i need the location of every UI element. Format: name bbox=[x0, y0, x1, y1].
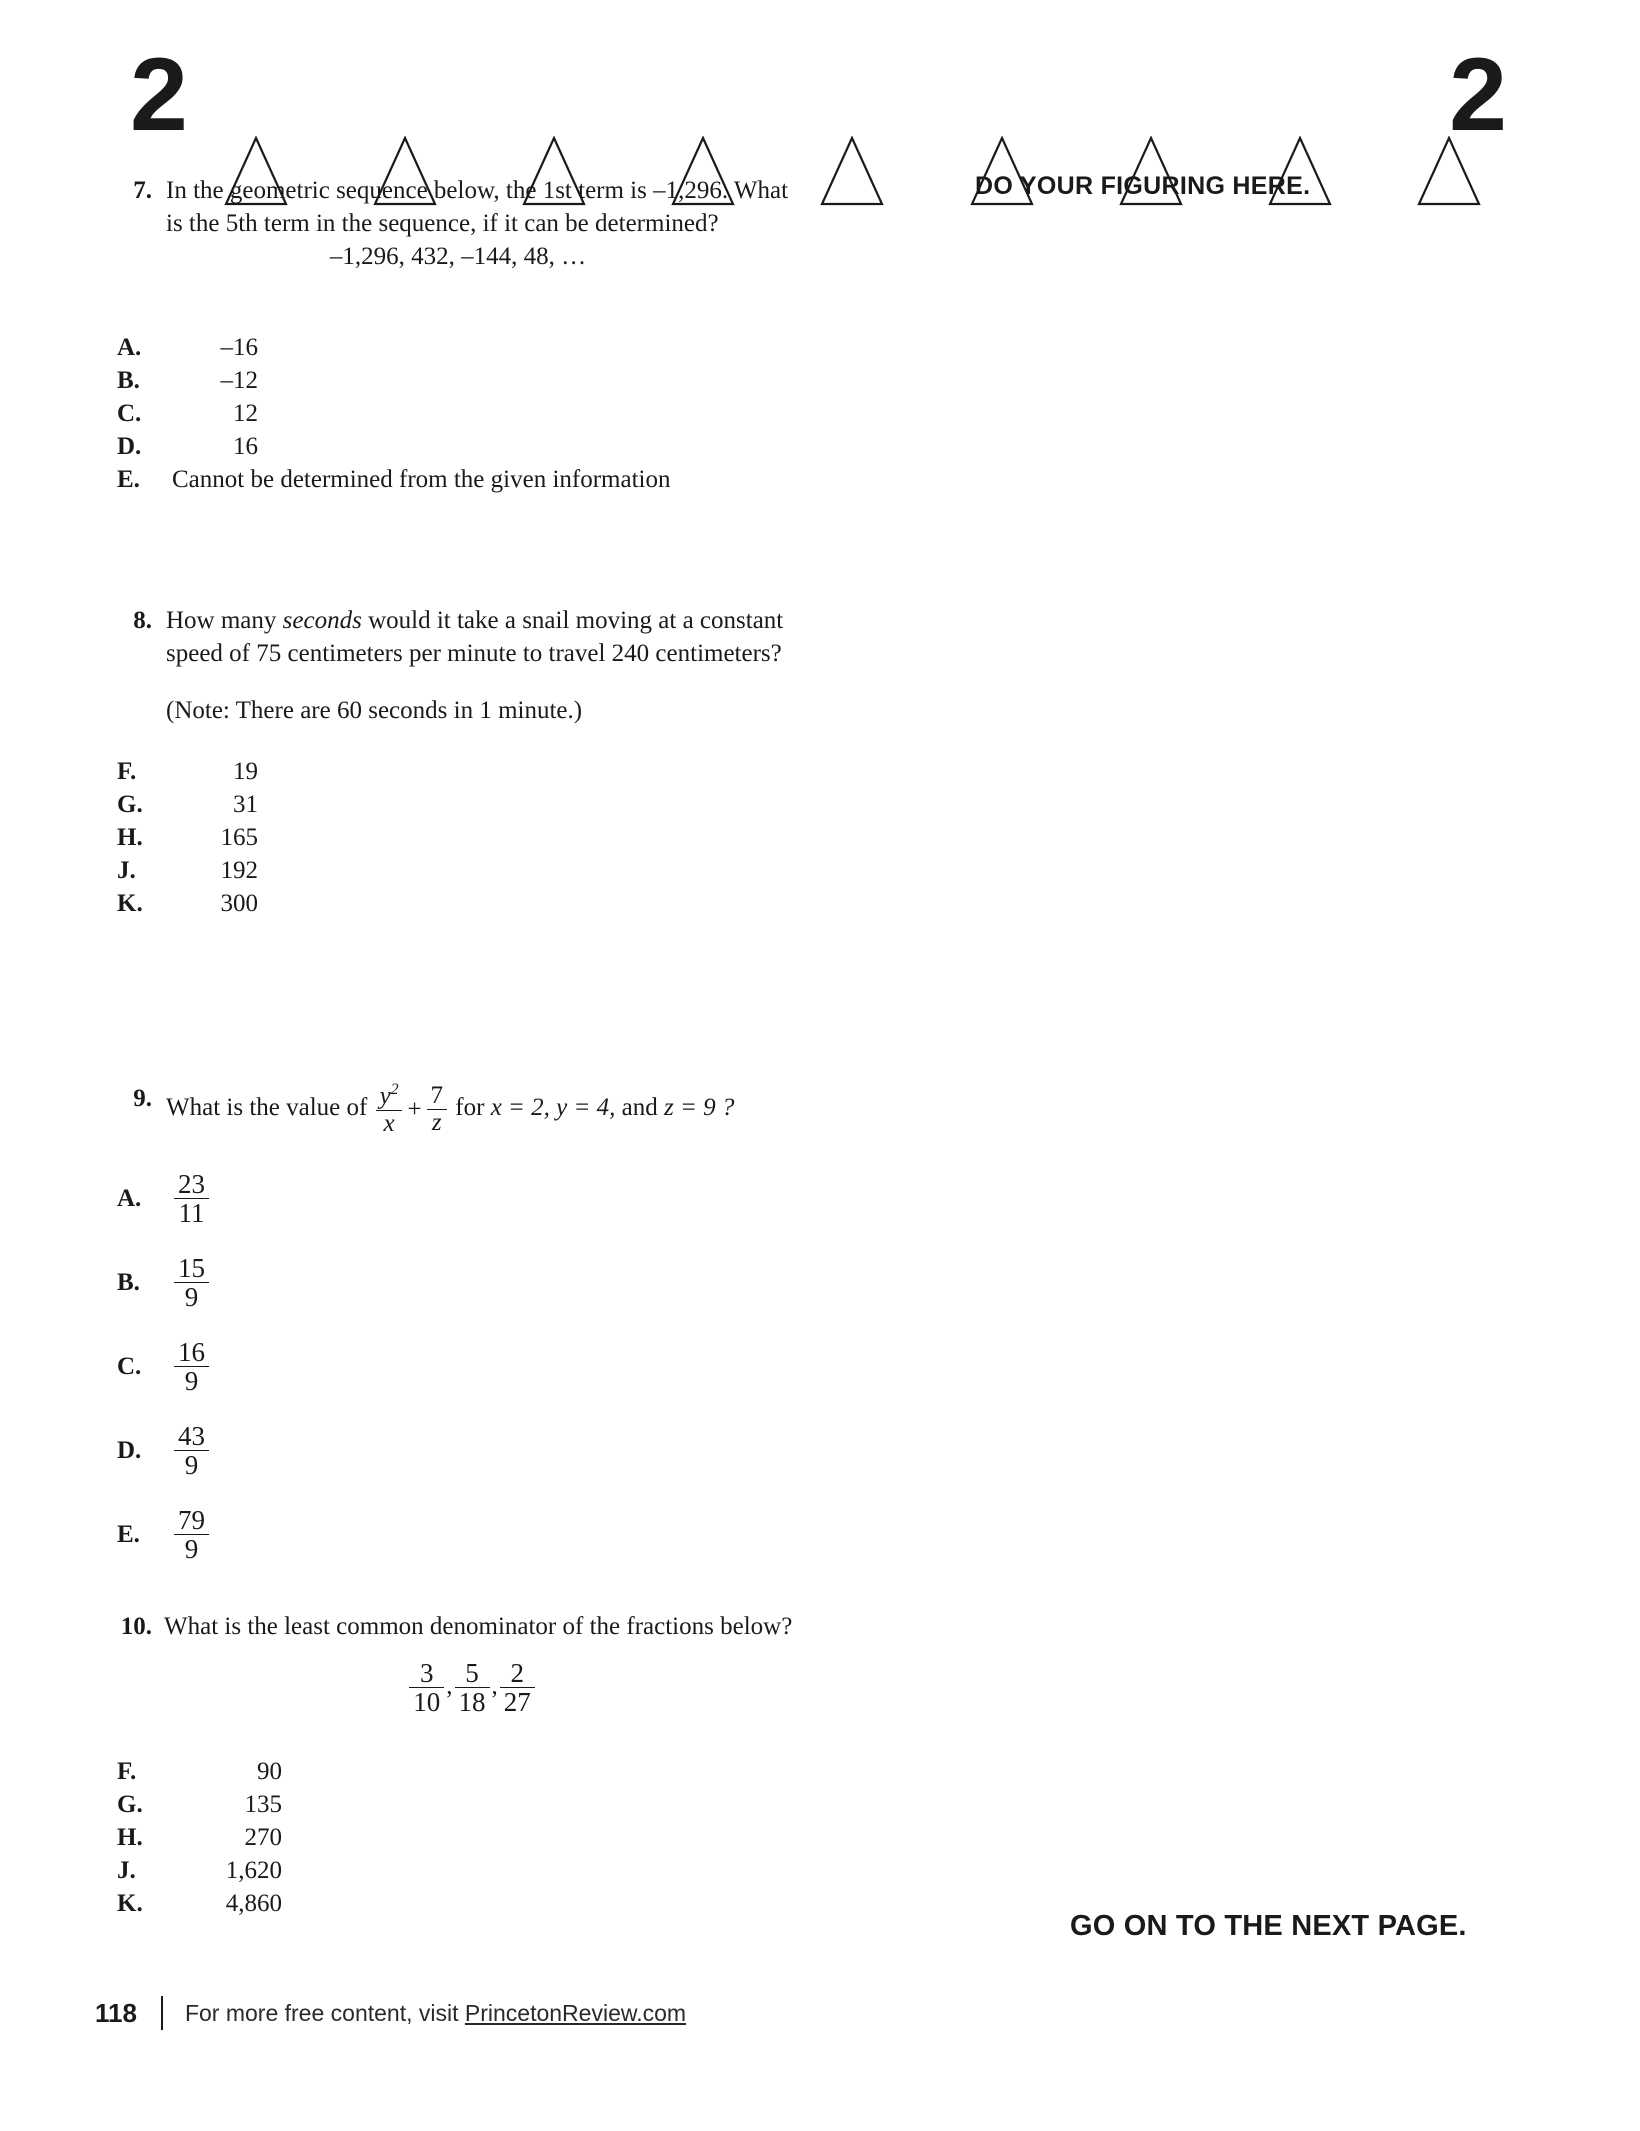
choice-g-text: 31 bbox=[233, 791, 258, 818]
choice-d-denominator: 9 bbox=[174, 1450, 209, 1479]
choice-b-letter: B. bbox=[117, 1269, 140, 1297]
question-9-z-assignment: z = 9 ? bbox=[664, 1094, 735, 1122]
choice-f-text: 90 bbox=[257, 1757, 282, 1785]
fraction-1-numerator: 3 bbox=[420, 1658, 434, 1688]
choice-f[interactable] bbox=[0, 755, 840, 788]
question-7 bbox=[0, 174, 840, 496]
choice-j[interactable] bbox=[0, 854, 840, 887]
choice-g[interactable] bbox=[0, 1788, 840, 1821]
section-number-left: 2 bbox=[130, 36, 186, 153]
question-9-choices bbox=[0, 1157, 900, 1577]
choice-e-letter: E. bbox=[117, 1521, 140, 1549]
choice-a[interactable] bbox=[0, 331, 840, 364]
footer-divider bbox=[161, 1996, 163, 2030]
choice-c-letter: C. bbox=[117, 1353, 142, 1381]
choice-f[interactable] bbox=[0, 1755, 840, 1788]
fraction-1-denominator: 10 bbox=[409, 1687, 444, 1716]
question-7-choices bbox=[0, 331, 840, 496]
choice-b[interactable] bbox=[0, 364, 840, 397]
choice-c-text: 12 bbox=[233, 400, 258, 427]
choice-d-letter: D. bbox=[117, 433, 142, 460]
choice-j-text: 192 bbox=[220, 857, 258, 884]
question-8 bbox=[0, 604, 840, 920]
choice-h-letter: H. bbox=[117, 1823, 143, 1851]
choice-h[interactable] bbox=[0, 821, 840, 854]
choice-h[interactable] bbox=[0, 1821, 840, 1854]
question-8-stem-b: would it take a snail moving at a constant bbox=[361, 607, 784, 634]
choice-c[interactable] bbox=[0, 1325, 900, 1409]
choice-k-text: 300 bbox=[220, 890, 258, 917]
choice-d-fraction bbox=[174, 1422, 209, 1480]
question-8-stem-line-1 bbox=[166, 604, 840, 637]
choice-k[interactable] bbox=[0, 887, 840, 920]
choice-c-fraction bbox=[174, 1338, 209, 1396]
choice-h-letter: H. bbox=[117, 824, 143, 851]
choice-g-text: 135 bbox=[244, 1790, 282, 1818]
choice-j-letter: J. bbox=[117, 857, 136, 884]
question-8-note: (Note: There are 60 seconds in 1 minute.) bbox=[166, 697, 583, 724]
choice-e[interactable] bbox=[0, 463, 840, 496]
choice-d-letter: D. bbox=[117, 1437, 142, 1465]
choice-a-fraction bbox=[174, 1170, 209, 1228]
question-8-number: 8. bbox=[133, 607, 152, 634]
section-number-right: 2 bbox=[1449, 36, 1505, 153]
choice-e-denominator: 9 bbox=[174, 1534, 209, 1563]
question-10-number: 10. bbox=[120, 1613, 152, 1640]
choice-d-numerator: 43 bbox=[178, 1420, 205, 1451]
choice-a[interactable] bbox=[0, 1157, 900, 1241]
choice-e-letter: E. bbox=[117, 466, 140, 493]
choice-j[interactable] bbox=[0, 1854, 840, 1887]
choice-k[interactable] bbox=[0, 1887, 840, 1920]
question-8-emphasis: seconds bbox=[282, 607, 362, 634]
choice-g-letter: G. bbox=[117, 1790, 143, 1818]
choice-g-letter: G. bbox=[117, 791, 143, 818]
choice-a-text: –16 bbox=[220, 334, 258, 361]
expression-term-1 bbox=[376, 1082, 403, 1137]
choice-b-denominator: 9 bbox=[174, 1282, 209, 1311]
page-footer bbox=[95, 1996, 686, 2030]
question-7-number: 7. bbox=[133, 177, 152, 204]
choice-c-letter: C. bbox=[117, 400, 142, 427]
choice-j-text: 1,620 bbox=[225, 1856, 282, 1884]
choice-f-letter: F. bbox=[117, 1757, 137, 1785]
footer-credit bbox=[185, 2000, 686, 2027]
choice-e-numerator: 79 bbox=[178, 1504, 205, 1535]
question-9-y-assignment: y = 4, bbox=[556, 1094, 616, 1122]
choice-e[interactable] bbox=[0, 1493, 900, 1577]
fraction-2-denominator: 18 bbox=[455, 1687, 490, 1716]
question-10-stem: What is the least common denominator of the fractions below? bbox=[164, 1613, 793, 1640]
fraction-2 bbox=[455, 1659, 490, 1717]
choice-b-numerator: 15 bbox=[178, 1252, 205, 1283]
go-on-to-next-page-label: GO ON TO THE NEXT PAGE. bbox=[1070, 1910, 1467, 1942]
choice-c-numerator: 16 bbox=[178, 1336, 205, 1367]
question-9-prompt-before: What is the value of bbox=[166, 1094, 368, 1122]
question-9 bbox=[0, 1060, 900, 1577]
choice-b-fraction bbox=[174, 1254, 209, 1312]
fraction-3 bbox=[500, 1659, 535, 1717]
page-header bbox=[130, 28, 1505, 153]
term-1-numerator-var: y bbox=[379, 1082, 391, 1110]
choice-c[interactable] bbox=[0, 397, 840, 430]
question-7-sequence: –1,296, 432, –144, 48, … bbox=[329, 243, 587, 270]
choice-a-letter: A. bbox=[117, 334, 142, 361]
question-10-fraction-list bbox=[164, 1659, 840, 1717]
question-7-stem-line-2: is the 5th term in the sequence, if it can be determined? bbox=[166, 210, 719, 237]
triangle-decoration-row bbox=[186, 136, 1449, 140]
term-1-numerator bbox=[376, 1082, 403, 1110]
fraction-3-numerator: 2 bbox=[510, 1658, 524, 1688]
question-9-prompt-after: for bbox=[455, 1094, 485, 1122]
question-8-choices bbox=[0, 755, 840, 920]
question-9-number: 9. bbox=[133, 1085, 152, 1112]
question-9-x-assignment: x = 2, bbox=[490, 1094, 550, 1122]
question-10-choices bbox=[0, 1755, 840, 1920]
choice-h-text: 270 bbox=[244, 1823, 282, 1851]
choice-k-letter: K. bbox=[117, 890, 143, 917]
fraction-separator-2: , bbox=[491, 1672, 498, 1700]
choice-f-letter: F. bbox=[117, 758, 137, 785]
choice-h-text: 165 bbox=[220, 824, 258, 851]
question-9-and: and bbox=[621, 1094, 658, 1122]
term-1-denominator: x bbox=[376, 1110, 403, 1137]
choice-e-fraction bbox=[174, 1506, 209, 1564]
choice-j-letter: J. bbox=[117, 1856, 136, 1884]
fraction-3-denominator: 27 bbox=[500, 1687, 535, 1716]
page-number: 118 bbox=[95, 1997, 137, 2028]
choice-b-text: –12 bbox=[220, 367, 258, 394]
footer-credit-prefix: For more free content, visit bbox=[184, 1999, 465, 2026]
princeton-review-link[interactable]: PrincetonReview.com bbox=[464, 1999, 687, 2026]
choice-d[interactable] bbox=[0, 1409, 900, 1493]
choice-c-denominator: 9 bbox=[174, 1366, 209, 1395]
fraction-separator-1: , bbox=[446, 1672, 453, 1700]
term-1-exponent: 2 bbox=[390, 1081, 399, 1098]
choice-k-letter: K. bbox=[117, 1889, 143, 1917]
choice-d[interactable] bbox=[0, 430, 840, 463]
expression-term-2 bbox=[427, 1083, 448, 1137]
question-8-stem-a: How many bbox=[166, 607, 283, 634]
question-9-stem bbox=[166, 1082, 900, 1137]
choice-a-numerator: 23 bbox=[178, 1168, 205, 1199]
fraction-1 bbox=[409, 1659, 444, 1717]
term-2-denominator: z bbox=[427, 1109, 448, 1136]
choice-a-denominator: 11 bbox=[174, 1198, 209, 1227]
question-8-stem-line-2: speed of 75 centimeters per minute to travel 240 centimeters? bbox=[166, 640, 782, 667]
choice-f-text: 19 bbox=[233, 758, 258, 785]
question-9-expression bbox=[374, 1082, 449, 1137]
question-10 bbox=[0, 1610, 840, 1920]
choice-b-letter: B. bbox=[117, 367, 140, 394]
choice-g[interactable] bbox=[0, 788, 840, 821]
expression-operator: + bbox=[407, 1095, 422, 1123]
choice-a-letter: A. bbox=[117, 1185, 142, 1213]
choice-d-text: 16 bbox=[233, 433, 258, 460]
choice-e-text: Cannot be determined from the given information bbox=[172, 466, 671, 493]
choice-k-text: 4,860 bbox=[225, 1889, 282, 1917]
term-2-numerator: 7 bbox=[430, 1081, 444, 1109]
do-your-figuring-here-label: DO YOUR FIGURING HERE. bbox=[975, 172, 1311, 200]
fraction-2-numerator: 5 bbox=[465, 1658, 479, 1688]
choice-b[interactable] bbox=[0, 1241, 900, 1325]
question-7-stem-line-1: In the geometric sequence below, the 1st term is –1,296. What bbox=[166, 177, 789, 204]
